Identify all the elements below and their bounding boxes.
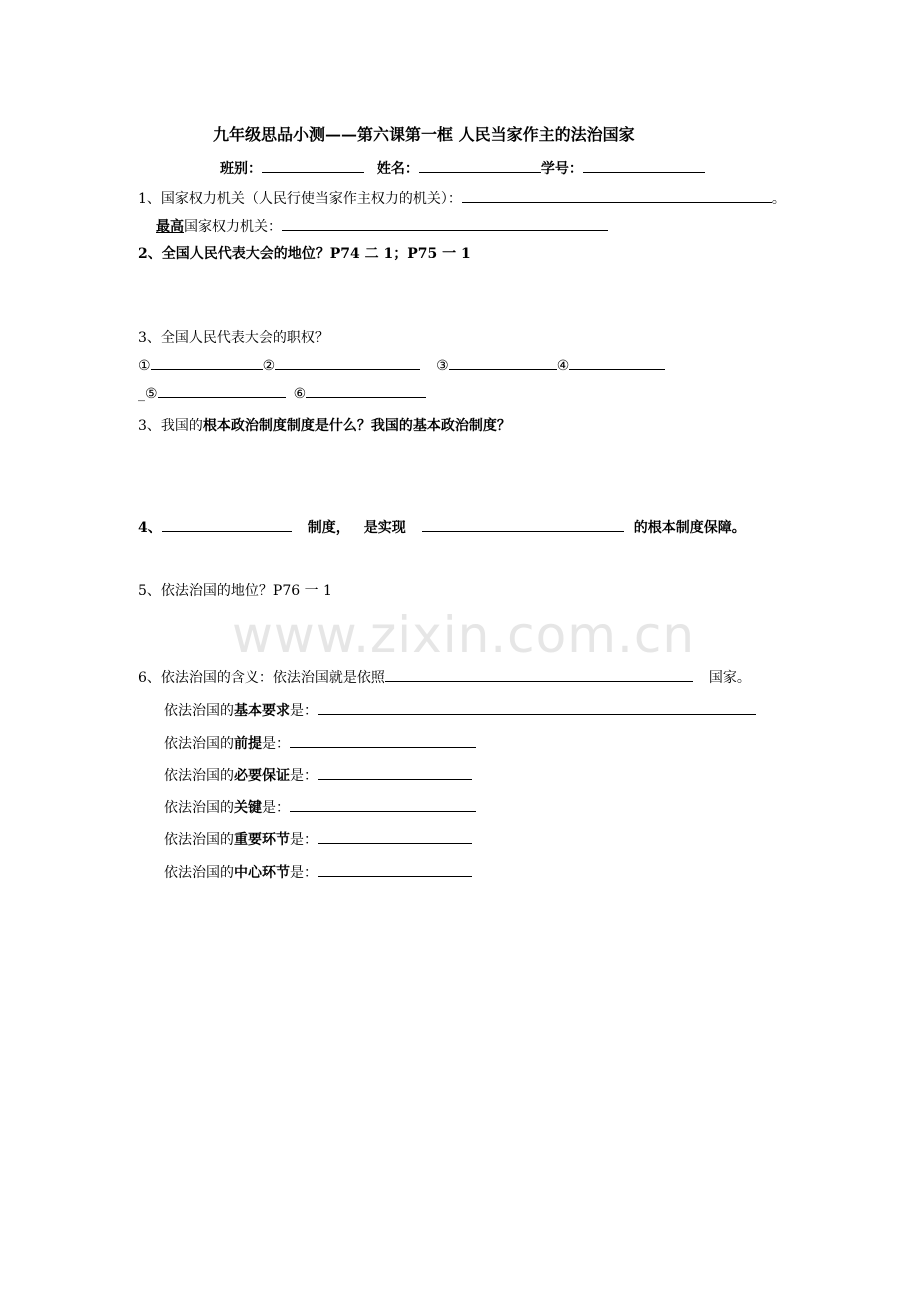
class-label: 班别： [220,161,262,177]
question-6-line-1 [138,667,751,687]
requirement-blank-basic[interactable] [318,700,756,715]
question-4-text-2: 是实现 [363,520,406,536]
watermark: www.zixin.com.cn [232,606,696,664]
question-3-powers: 3、全国人民代表大会的职权？ [138,330,329,346]
row-prefix: 依法治国的 [164,800,234,816]
name-blank[interactable] [419,158,541,173]
marker-1: ① [138,358,151,374]
name-label: 姓名： [376,161,419,177]
requirement-row-important [164,829,472,849]
row-prefix: 依法治国的 [164,865,234,881]
marker-6: ⑥ [293,386,307,402]
question-3-system-bold: 根本政治制度制度是什么？我国的基本政治制度？ [202,418,511,434]
requirement-row-guarantee [164,765,472,785]
requirement-blank-guarantee[interactable] [318,765,472,780]
requirement-blank-premise[interactable] [290,733,476,748]
row-prefix: 依法治国的 [164,736,234,752]
page-title: 九年级思品小测——第六课第一框 人民当家作主的法治国家 [213,125,635,144]
marker-5: ⑤ [145,386,158,402]
row-keyword: 必要保证 [234,768,290,784]
powers-row-1 [138,355,665,374]
requirement-row-key [164,797,476,817]
question-1-line-2 [156,216,608,236]
question-4-text-1: 制度， [307,520,350,536]
power-blank-1[interactable] [151,355,263,370]
number-label: 学号： [540,161,583,177]
row-keyword: 基本要求 [234,703,290,719]
row-prefix: 依法治国的 [164,832,234,848]
requirement-blank-important[interactable] [318,829,472,844]
question-4-blank-1[interactable] [162,517,292,532]
row-keyword: 前提 [234,736,262,752]
question-1-line-1 [138,188,786,208]
question-1-blank-2[interactable] [282,216,608,231]
question-1-highlight: 最高 [156,219,184,235]
class-blank[interactable] [262,158,364,173]
row-prefix: 依法治国的 [164,768,234,784]
info-line [220,158,705,178]
question-4-blank-2[interactable] [422,517,624,532]
leading-underscore: _ [138,386,145,402]
question-3-system [138,415,511,435]
row-keyword: 关键 [234,800,262,816]
question-5: 5、依法治国的地位？P76 一 1 [138,583,332,599]
marker-3: ③ [436,358,449,374]
marker-2: ② [262,358,276,374]
question-6-blank[interactable] [385,667,693,682]
power-blank-2[interactable] [275,355,420,370]
number-blank[interactable] [583,158,705,173]
question-2: 2、全国人民代表大会的地位？P74 二 1；P75 一 1 [138,246,471,262]
power-blank-5[interactable] [158,383,286,398]
question-4-num: 4、 [138,520,162,536]
question-1-end-mark: 。 [771,191,786,207]
marker-4: ④ [556,358,570,374]
requirement-blank-key[interactable] [290,797,476,812]
question-6-text: 6、依法治国的含义：依法治国就是依照 [138,670,385,686]
question-4 [138,517,746,537]
row-suffix: 是： [262,736,290,752]
row-keyword: 重要环节 [234,832,290,848]
row-prefix: 依法治国的 [164,703,234,719]
question-6-end: 国家。 [708,670,751,686]
row-suffix: 是： [290,832,318,848]
question-3-system-lead: 3、我国的 [138,418,203,434]
powers-row-2 [138,383,426,402]
power-blank-3[interactable] [449,355,557,370]
question-1-text: 1、国家权力机关（人民行使当家作主权力的机关）： [138,191,462,207]
requirement-row-central [164,862,472,882]
power-blank-4[interactable] [569,355,665,370]
row-suffix: 是： [290,703,318,719]
question-1-text-2: 国家权力机关： [184,219,282,235]
row-suffix: 是： [262,800,290,816]
question-4-text-3: 的根本制度保障。 [633,520,746,536]
row-keyword: 中心环节 [234,865,290,881]
question-1-blank-1[interactable] [462,188,772,203]
power-blank-6[interactable] [306,383,426,398]
requirement-row-premise [164,733,476,753]
requirement-blank-central[interactable] [318,862,472,877]
row-suffix: 是： [290,865,318,881]
requirement-row-basic [164,700,756,720]
row-suffix: 是： [290,768,318,784]
